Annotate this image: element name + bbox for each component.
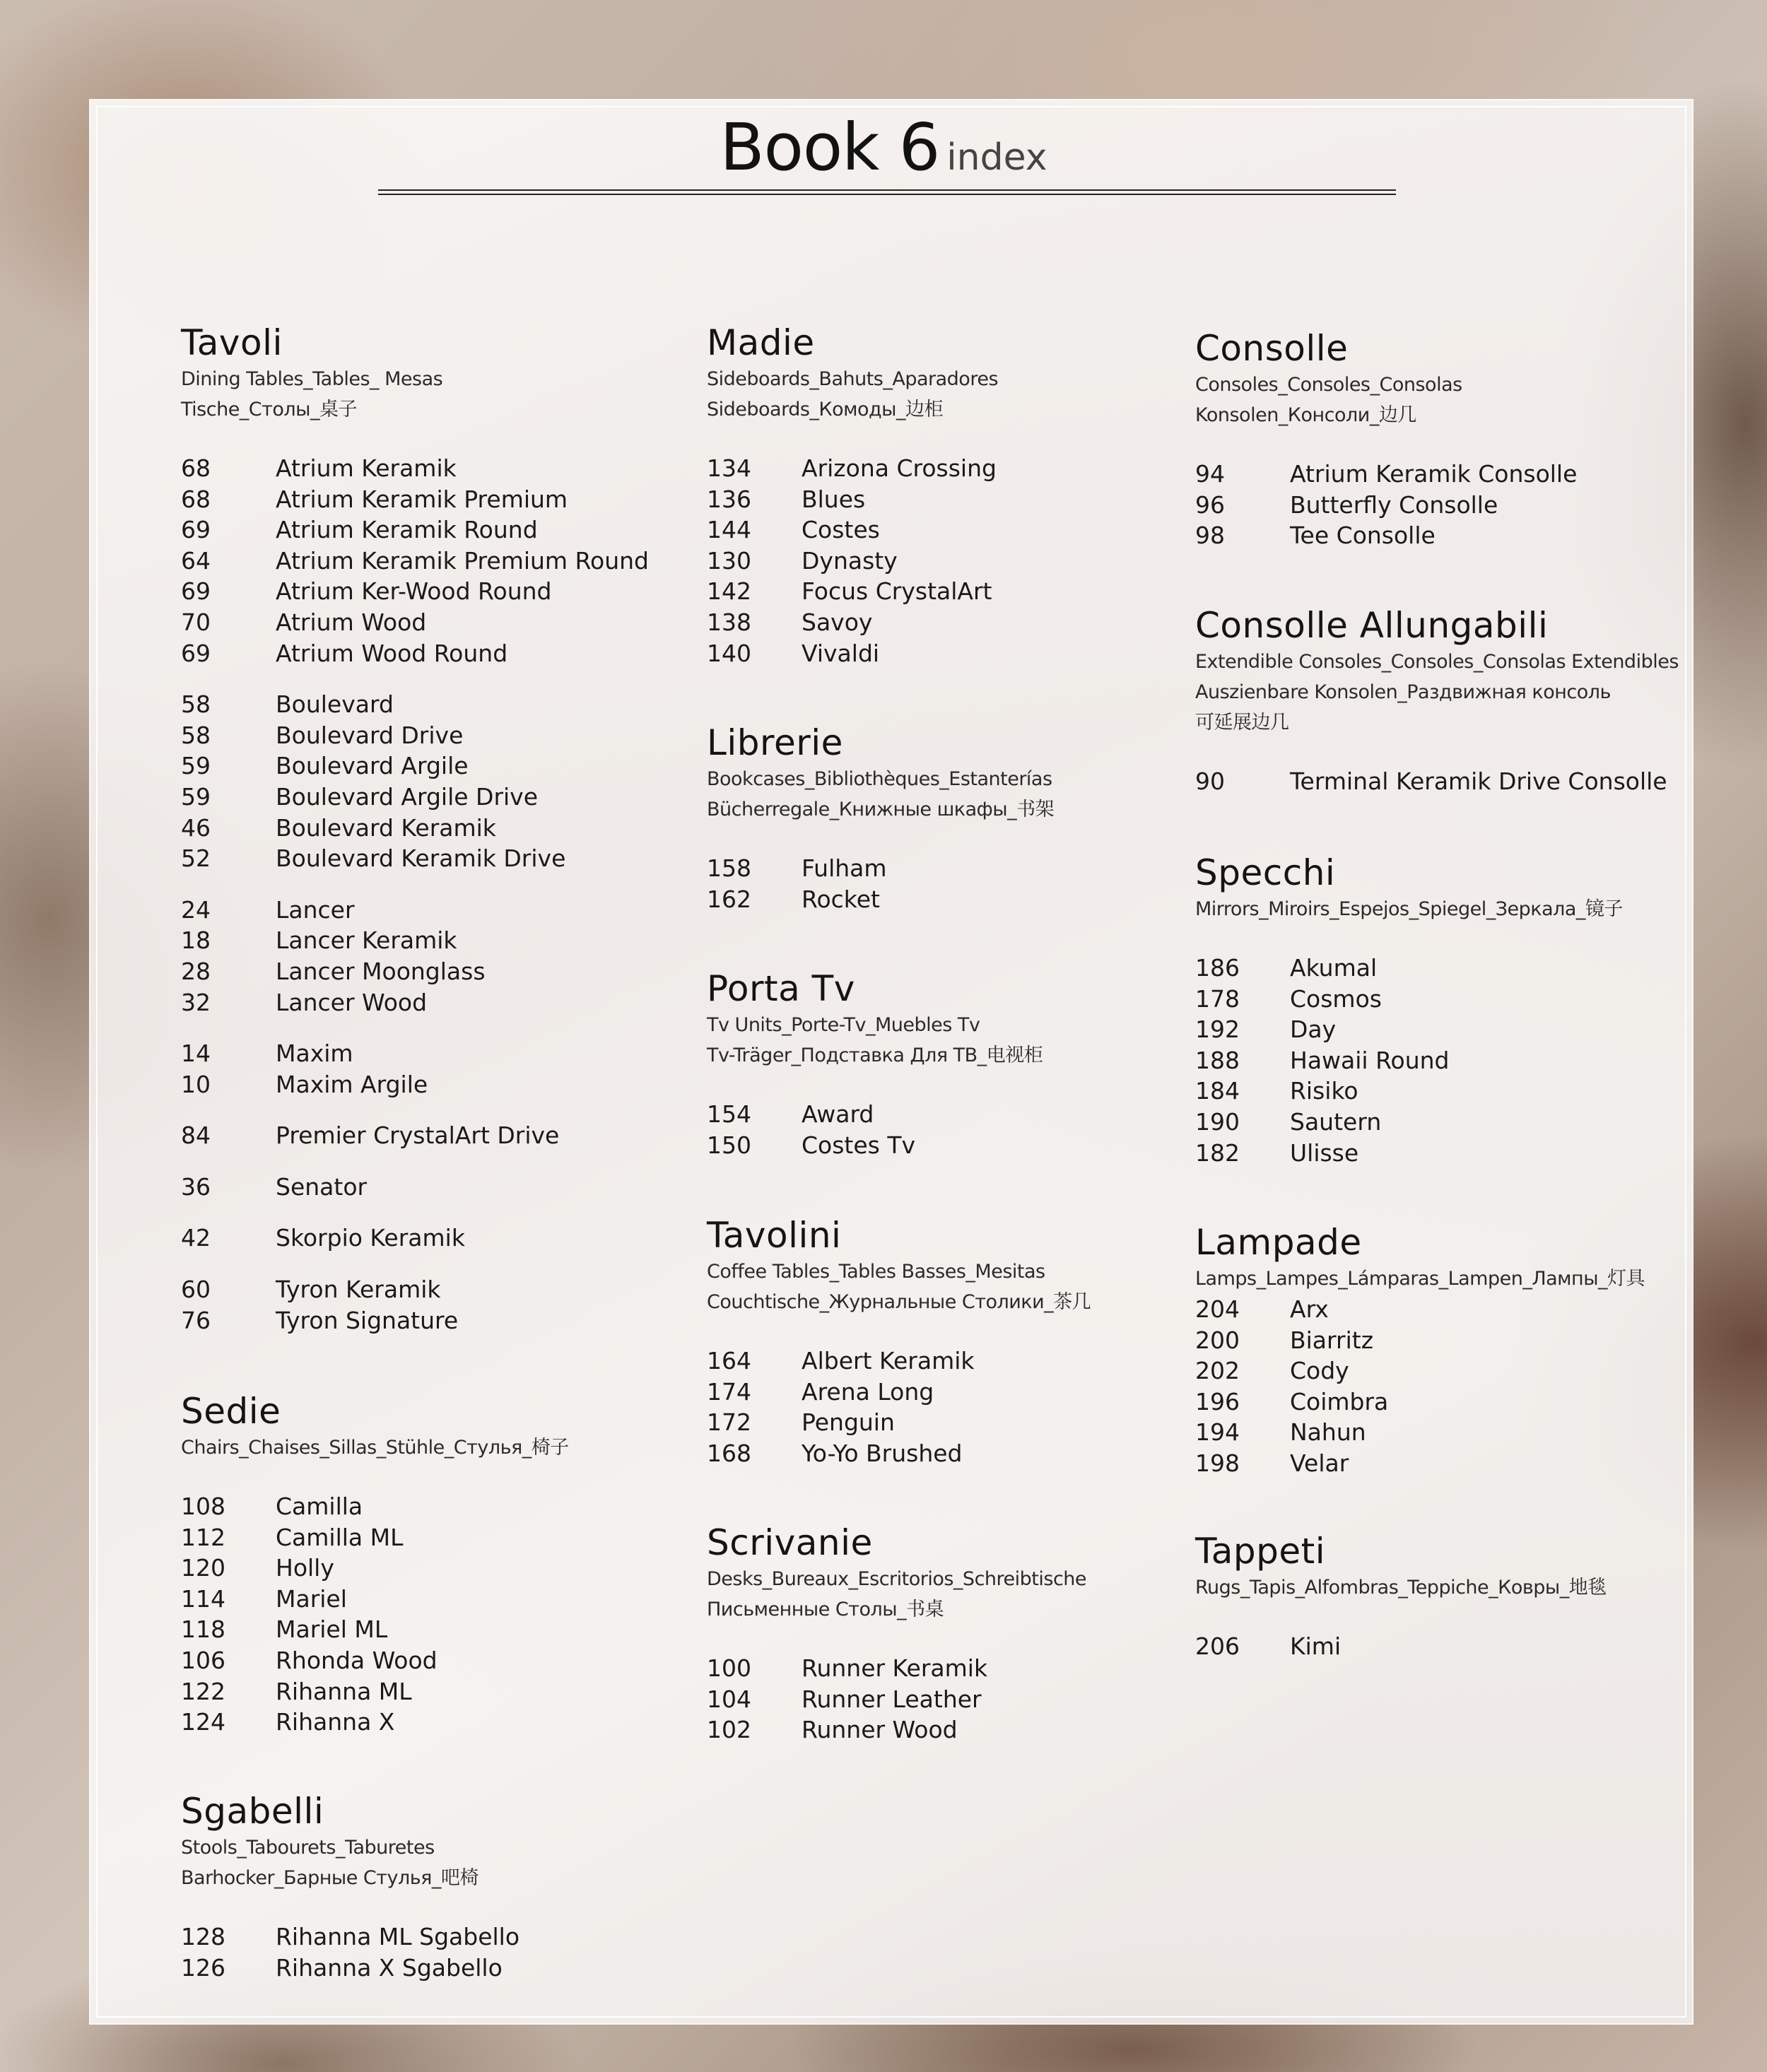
section-subtitle: 可延展边几 [1195,712,1289,734]
index-entry [707,484,1216,515]
index-entry [707,546,1216,577]
page-number: 108 [181,1493,225,1520]
page-number: 182 [1195,1138,1240,1167]
index-entry [1195,1045,1704,1076]
page-number: 24 [181,895,211,924]
product-name: Velar [1290,1449,1349,1477]
page-number: 130 [707,546,751,575]
section-subtitle: Sideboards_Bahuts_Aparadores [707,368,999,390]
index-entry [707,884,1216,915]
item-list [181,1491,690,1738]
item-group [181,1172,690,1203]
index-entry [181,750,690,782]
index-entry [1195,1631,1704,1662]
section-scrivanie [707,1521,1216,1746]
section-subtitle: Konsolen_Консоли_边几 [1195,404,1416,426]
index-entry [181,956,690,987]
product-name: Maxim [276,1040,353,1068]
item-group [181,895,690,1018]
section-subtitle: Coffee Tables_Tables Basses_Mesitas [707,1261,1045,1283]
item-group [707,1653,1216,1746]
index-entry [181,514,690,546]
page-number: 138 [707,608,751,636]
item-list [707,853,1216,914]
product-name: Camilla ML [276,1523,404,1551]
product-name: Lancer Moonglass [276,957,486,985]
product-name: Atrium Keramik Premium Round [276,546,649,575]
page-number: 134 [707,454,751,482]
index-entry [1195,1076,1704,1107]
section-subtitle: Bücherregale_Книжные шкафы_书架 [707,799,1055,820]
product-name: Boulevard Argile Drive [276,782,539,811]
page-number: 200 [1195,1326,1240,1354]
page-number: 90 [1195,767,1225,795]
index-entry [181,987,690,1018]
section-subtitle: Lamps_Lampes_Lámparas_Lampen_Лампы_灯具 [1195,1268,1645,1290]
section-subtitle: Tv-Träger_Подставка Для ТВ_电视柜 [707,1044,1043,1066]
index-entry [181,1038,690,1069]
product-name: Atrium Wood [276,608,427,636]
page-number: 58 [181,690,211,719]
product-name: Boulevard [276,690,394,719]
section-subtitle: Consoles_Consoles_Consolas [1195,374,1462,396]
product-name: Boulevard Argile [276,752,469,780]
index-entry [1195,490,1704,521]
section-sedie [181,1390,690,1738]
section-subtitle: Stools_Tabourets_Taburetes [181,1837,435,1859]
page-number: 140 [707,639,751,667]
item-list [1195,459,1704,551]
product-name: Tyron Keramik [276,1276,441,1304]
page-number: 68 [181,454,211,482]
product-name: Fulham [802,854,887,882]
product-name: Terminal Keramik Drive Consolle [1290,767,1667,795]
page-number: 172 [707,1408,751,1437]
product-name: Yo-Yo Brushed [802,1439,963,1467]
index-entry [1195,953,1704,984]
page-number: 122 [181,1677,225,1705]
index-entry [707,514,1216,546]
product-name: Rihanna X Sgabello [276,1953,503,1982]
index-entry [181,813,690,844]
index-entry [707,1653,1216,1684]
product-name: Costes Tv [802,1131,916,1159]
section-title: Consolle Allungabili [1195,605,1549,646]
page-number: 188 [1195,1046,1240,1074]
product-name: Mariel ML [276,1615,388,1644]
product-name: Ulisse [1290,1138,1359,1167]
section-title: Tavolini [707,1215,842,1256]
product-name: Boulevard Keramik Drive [276,844,566,873]
section-sgabelli [181,1790,690,1983]
page-number: 10 [181,1070,211,1098]
item-list [1195,1294,1704,1479]
page-number: 190 [1195,1107,1240,1136]
product-name: Rhonda Wood [276,1646,438,1674]
section-consolle [1195,327,1704,551]
index-entry [1195,1448,1704,1479]
page-number: 96 [1195,490,1225,519]
product-name: Sautern [1290,1107,1382,1136]
product-name: Lancer Wood [276,988,428,1016]
product-name: Coimbra [1290,1387,1389,1415]
page-number: 192 [1195,1016,1240,1044]
section-title: Consolle [1195,328,1349,369]
page-number: 18 [181,926,211,955]
item-list [181,453,690,1336]
index-entry [181,1645,690,1676]
section-subtitle: Auszienbare Konsolen_Раздвижная консоль [1195,681,1611,703]
product-name: Atrium Keramik Round [276,516,538,544]
product-name: Skorpio Keramik [276,1224,465,1252]
index-entry [707,453,1216,484]
index-entry [181,1584,690,1615]
page-number: 168 [707,1439,751,1467]
product-name: Maxim Argile [276,1070,428,1098]
index-entry [707,607,1216,638]
page-number: 114 [181,1584,225,1613]
page-number: 128 [181,1923,225,1950]
product-name: Hawaii Round [1290,1046,1450,1074]
index-entry [181,1676,690,1707]
item-group [1195,766,1704,797]
index-entry [181,546,690,577]
section-subtitle: Couchtische_Журнальные Столики_茶几 [707,1291,1091,1313]
item-group [1195,1294,1704,1479]
section-title: Lampade [1195,1222,1362,1263]
product-name: Runner Keramik [802,1654,988,1682]
section-subtitle: Mirrors_Miroirs_Espejos_Spiegel_Зеркала_镜子 [1195,898,1623,920]
section-madie [707,322,1216,669]
section-title: Porta Tv [707,968,855,1009]
index-entry [1195,1294,1704,1325]
section-title: Tavoli [181,322,283,363]
section-title: Sedie [181,1391,281,1432]
page-number: 154 [707,1100,751,1128]
page-number: 70 [181,608,211,636]
product-name: Arizona Crossing [802,454,997,482]
index-entry [181,843,690,874]
product-name: Camilla [276,1493,363,1520]
index-entry [181,484,690,515]
item-list [1195,1631,1704,1662]
page-number: 94 [1195,460,1225,488]
index-entry [1195,1325,1704,1356]
section-specchi [1195,852,1704,1168]
page-number: 112 [181,1523,225,1551]
page-number: 14 [181,1040,211,1068]
index-entry [181,1223,690,1254]
section-title: Tappeti [1195,1531,1326,1572]
index-entry [181,1305,690,1336]
page-number: 98 [1195,522,1225,550]
section-subtitle: Bookcases_Bibliothèques_Estanterías [707,768,1052,790]
product-name: Butterfly Consolle [1290,490,1498,519]
section-title: Scrivanie [707,1522,873,1563]
title-sub: index [946,136,1047,179]
index-entry [1195,1417,1704,1448]
page-number: 118 [181,1615,225,1644]
page-number: 202 [1195,1357,1240,1385]
page-number: 206 [1195,1632,1240,1660]
page-number: 36 [181,1172,211,1201]
item-group [707,1346,1216,1468]
index-entry [181,1274,690,1305]
product-name: Dynasty [802,546,898,575]
page-number: 178 [1195,984,1240,1013]
section-tavoli [181,322,690,1336]
product-name: Albert Keramik [802,1347,975,1375]
page-number: 46 [181,813,211,842]
index-entry [181,782,690,813]
product-name: Boulevard Keramik [276,813,496,842]
page-number: 69 [181,577,211,606]
item-group [181,453,690,669]
section-title: Madie [707,322,815,363]
product-name: Cody [1290,1357,1349,1385]
index-entry [707,1377,1216,1408]
index-entry [181,1614,690,1645]
page-number: 104 [707,1685,751,1713]
product-name: Vivaldi [802,639,880,667]
product-name: Arx [1290,1295,1329,1323]
item-list [1195,953,1704,1168]
title-rule-top [378,189,1396,191]
item-group [1195,1631,1704,1662]
index-entry [181,1553,690,1584]
page-number: 196 [1195,1387,1240,1415]
item-group [707,453,1216,669]
product-name: Atrium Keramik Consolle [1290,460,1578,488]
item-list [1195,766,1704,797]
index-entry [181,638,690,669]
index-entry [181,1921,690,1953]
page-number: 204 [1195,1295,1240,1323]
section-subtitle: Rugs_Tapis_Alfombras_Teppiche_Ковры_地毯 [1195,1577,1607,1599]
product-name: Rihanna ML [276,1677,412,1705]
section-subtitle: Barhocker_Барные Стулья_吧椅 [181,1867,479,1889]
index-entry [181,1120,690,1151]
product-name: Nahun [1290,1418,1366,1447]
product-name: Lancer [276,895,355,924]
product-name: Savoy [802,608,873,636]
index-entry [707,1099,1216,1130]
index-entry [181,1707,690,1738]
page-number: 174 [707,1377,751,1406]
index-entry [181,1953,690,1984]
product-name: Risiko [1290,1077,1358,1105]
index-entry [181,720,690,751]
title-main: Book 6 [720,110,940,185]
section-subtitle: Письменные Столы_书桌 [707,1599,944,1620]
item-list [707,1099,1216,1160]
product-name: Runner Leather [802,1685,982,1713]
product-name: Kimi [1290,1632,1342,1660]
item-group [1195,459,1704,551]
item-group [707,1099,1216,1160]
item-list [181,1921,690,1983]
product-name: Blues [802,485,866,513]
section-subtitle: Tv Units_Porte-Tv_Muebles Tv [707,1014,980,1036]
product-name: Cosmos [1290,984,1382,1013]
index-entry [181,689,690,720]
index-entry [1195,1014,1704,1045]
index-entry [1195,1107,1704,1138]
page-title [0,110,1767,185]
index-entry [707,638,1216,669]
item-list [707,1653,1216,1746]
section-librerie [707,722,1216,914]
section-title: Librerie [707,722,843,763]
page-number: 68 [181,485,211,513]
index-entry [181,895,690,926]
page-number: 59 [181,752,211,780]
section-tavolini [707,1214,1216,1468]
section-lampade [1195,1221,1704,1479]
index-entry [707,1346,1216,1377]
index-entry [1195,1387,1704,1418]
item-group [181,1274,690,1336]
page-number: 58 [181,721,211,749]
product-name: Rihanna ML Sgabello [276,1923,520,1950]
index-entry [1195,1355,1704,1387]
item-group [181,1921,690,1983]
page-number: 198 [1195,1449,1240,1477]
section-title: Specchi [1195,852,1336,893]
index-entry [1195,1138,1704,1169]
page-number: 28 [181,957,211,985]
index-entry [181,607,690,638]
index-entry [181,453,690,484]
section-tappeti [1195,1530,1704,1662]
index-entry [181,1172,690,1203]
page-number: 124 [181,1708,225,1736]
section-subtitle: Chairs_Chaises_Sillas_Stühle_Стулья_椅子 [181,1437,569,1459]
page-number: 162 [707,885,751,913]
product-name: Biarritz [1290,1326,1374,1354]
page-number: 158 [707,854,751,882]
product-name: Premier CrystalArt Drive [276,1122,560,1150]
page-number: 69 [181,639,211,667]
product-name: Senator [276,1172,368,1201]
page-number: 150 [707,1131,751,1159]
item-group [181,1223,690,1254]
product-name: Atrium Ker-Wood Round [276,577,552,606]
index-entry [181,576,690,607]
product-name: Atrium Keramik [276,454,457,482]
product-name: Rocket [802,885,880,913]
product-name: Runner Wood [802,1716,958,1744]
index-entry [707,1438,1216,1469]
page-number: 76 [181,1306,211,1334]
product-name: Rihanna X [276,1708,395,1736]
item-group [181,1491,690,1738]
page-number: 84 [181,1122,211,1150]
page-number: 184 [1195,1077,1240,1105]
section-subtitle: Tische_Столы_桌子 [181,399,357,420]
page-number: 186 [1195,954,1240,982]
section-subtitle: Desks_Bureaux_Escritorios_Schreibtische [707,1568,1087,1590]
product-name: Award [802,1100,874,1128]
product-name: Penguin [802,1408,895,1437]
page-number: 142 [707,577,751,606]
product-name: Focus CrystalArt [802,577,992,606]
product-name: Akumal [1290,954,1378,982]
section-consolle-allungabili [1195,604,1704,797]
page-number: 102 [707,1716,751,1744]
item-group [181,1120,690,1151]
index-entry [1195,766,1704,797]
index-entry [707,853,1216,884]
page-number: 164 [707,1347,751,1375]
product-name: Arena Long [802,1377,934,1406]
item-group [707,853,1216,914]
page-number: 32 [181,988,211,1016]
page-number: 60 [181,1276,211,1304]
page-number: 59 [181,782,211,811]
page-number: 106 [181,1646,225,1674]
page-number: 69 [181,516,211,544]
product-name: Holly [276,1554,334,1582]
section-subtitle: Extendible Consoles_Consoles_Consolas Extendibles [1195,651,1679,673]
index-entry [707,1130,1216,1161]
product-name: Day [1290,1016,1337,1044]
section-subtitle: Sideboards_Комоды_边柜 [707,399,943,420]
product-name: Mariel [276,1584,347,1613]
index-entry [707,1684,1216,1715]
product-name: Atrium Wood Round [276,639,508,667]
index-entry [181,1069,690,1100]
item-list [707,1346,1216,1468]
index-entry [1195,459,1704,490]
index-entry [707,1407,1216,1438]
section-subtitle: Dining Tables_Tables_ Mesas [181,368,443,390]
page-number: 64 [181,546,211,575]
page-number: 144 [707,516,751,544]
index-entry [707,1714,1216,1746]
page-number: 42 [181,1224,211,1252]
index-entry [181,925,690,956]
index-entry [181,1522,690,1553]
item-list [707,453,1216,669]
page-number: 52 [181,844,211,873]
item-group [181,1038,690,1100]
product-name: Costes [802,516,880,544]
product-name: Boulevard Drive [276,721,464,749]
index-entry [1195,984,1704,1015]
title-rule-bottom [378,194,1396,195]
product-name: Tee Consolle [1290,522,1436,550]
section-porta-tv [707,967,1216,1160]
section-title: Sgabelli [181,1791,324,1832]
page-number: 100 [707,1654,751,1682]
item-group [1195,953,1704,1168]
index-entry [181,1491,690,1522]
item-group [181,689,690,874]
page-number: 120 [181,1554,225,1582]
product-name: Atrium Keramik Premium [276,485,568,513]
page-number: 126 [181,1953,225,1982]
page-number: 194 [1195,1418,1240,1447]
product-name: Tyron Signature [276,1306,459,1334]
product-name: Lancer Keramik [276,926,457,955]
page-number: 136 [707,485,751,513]
index-entry [1195,520,1704,551]
index-entry [707,576,1216,607]
